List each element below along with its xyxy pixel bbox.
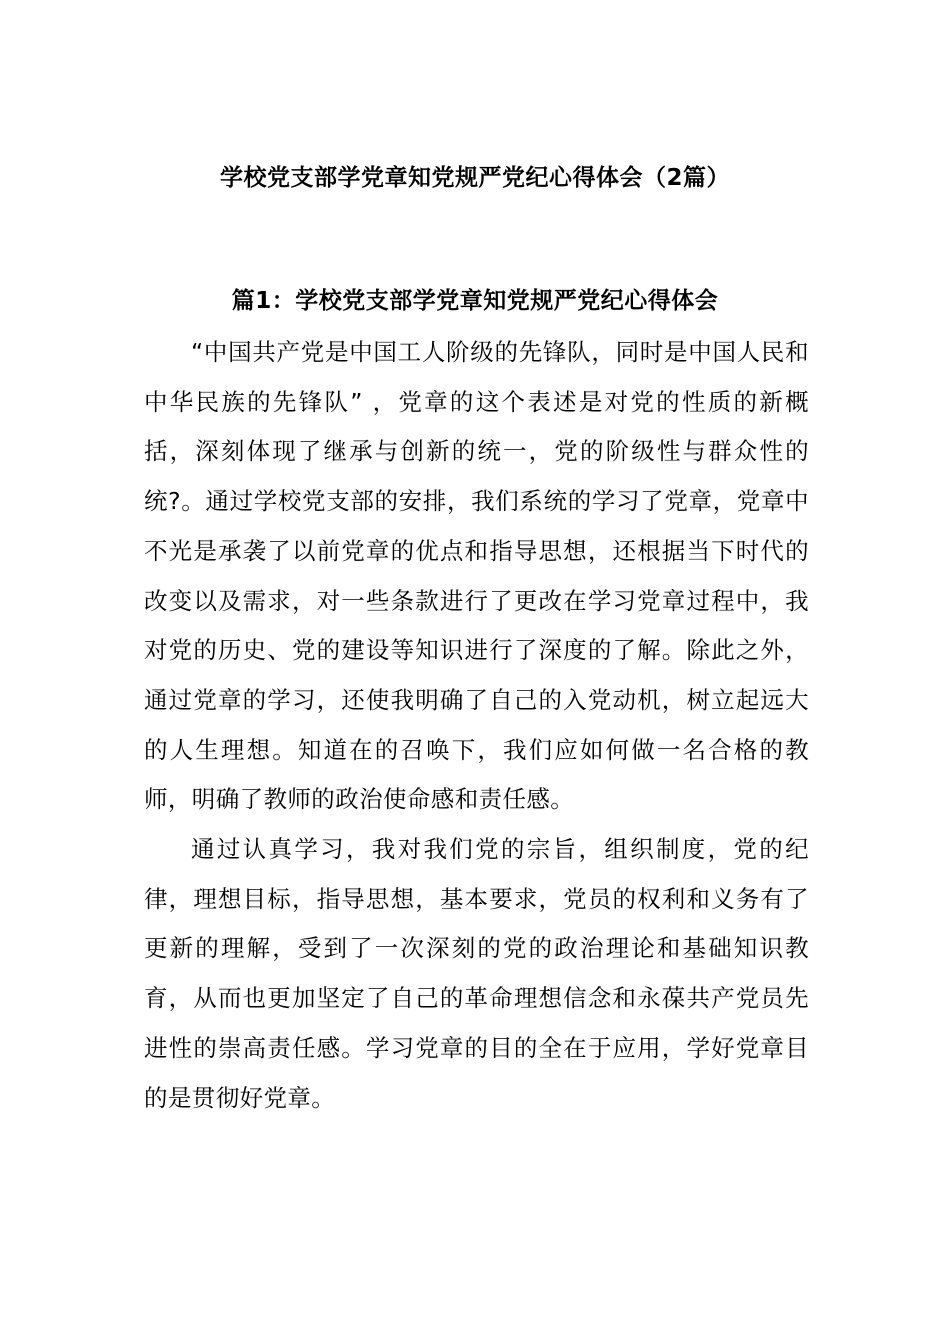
section-title: 篇1：学校党支部学党章知党规严党纪心得体会 (231, 288, 719, 314)
paragraph-1: “中国共产党是中国工人阶级的先锋队，同时是中国人民和中华民族的先锋队” ，党章的这个表述是对党的性质的新概括，深刻体现了继承与创新的统一，党的阶级性与群众性的统?。通过学校党支部的安排，我们系统的学习了党章，党章中不光是承袭了以前党章的优点和指导思想，还根据当下时代的改变以及需求，对一些条款进行了更改在学习党章过程中，我对党的历史、党的建设等知识进行了深度的了解。除此之外，通过党章的学习，还使我明确了自己的入党动机，树立起远大的人生理想。知道在的召唤下，我们应如何做一名合格的教师，明确了教师的政治使命感和责任感。 (144, 338, 810, 814)
document-title: 学校党支部学党章知党规严党纪心得体会（2篇） (219, 165, 730, 191)
body-text (144, 328, 809, 1123)
paragraph-2: 通过认真学习，我对我们党的宗旨，组织制度，党的纪律，理想目标，指导思想，基本要求，党员的权利和义务有了更新的理解，受到了一次深刻的党的政治理论和基础知识教育，从而也更加坚定了自己的革命理想信念和永葆共产党员先进性的崇高责任感。学习党章的目的全在于应用，学好党章目的是贯彻好党章。 (144, 835, 809, 1112)
